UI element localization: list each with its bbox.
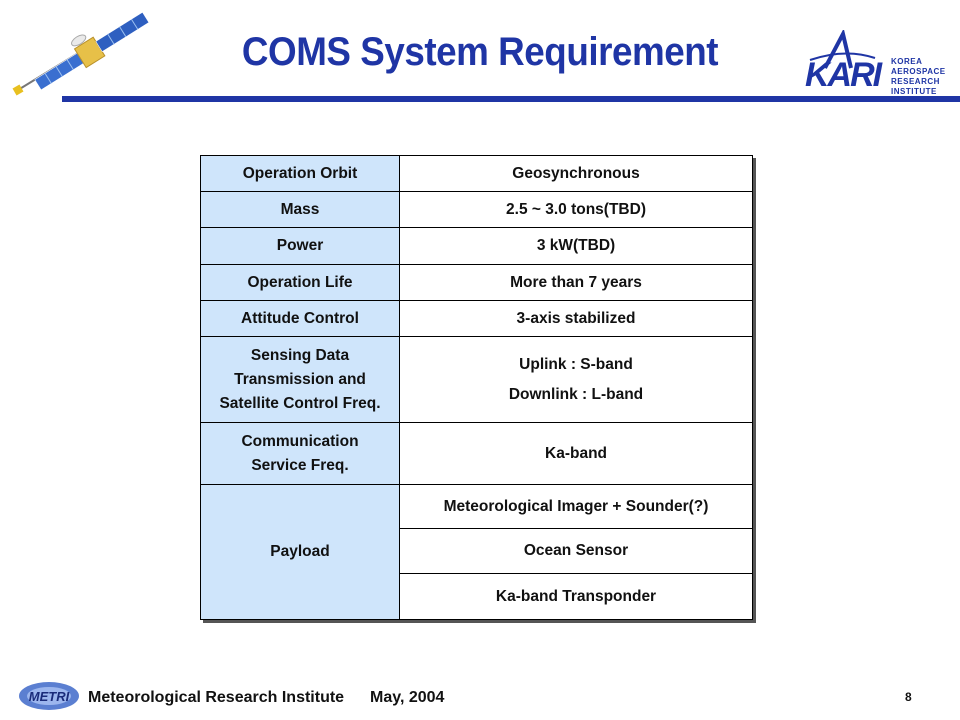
row-label: Sensing Data Transmission and Satellite Control Freq.: [201, 337, 400, 423]
row-label: Power: [201, 228, 400, 265]
table-row: [201, 485, 753, 529]
row-label: Operation Life: [201, 265, 400, 301]
row-value: 2.5 ~ 3.0 tons(TBD): [400, 192, 753, 228]
table-row: [201, 265, 753, 301]
kari-wordmark: KARI: [805, 56, 881, 94]
row-value: More than 7 years: [400, 265, 753, 301]
table-row: [201, 301, 753, 337]
svg-text:METRI: METRI: [28, 689, 70, 704]
kari-logo: [805, 30, 950, 96]
page-number: 8: [905, 690, 912, 704]
slide-title: COMS System Requirement: [241, 30, 719, 74]
payload-item: Meteorological Imager + Sounder(?): [400, 485, 753, 529]
row-value: Ka-band: [400, 423, 753, 485]
row-value: 3 kW(TBD): [400, 228, 753, 265]
payload-label: Payload: [201, 485, 400, 620]
footer-institute: Meteorological Research Institute: [88, 689, 345, 706]
payload-item: Ocean Sensor: [400, 529, 753, 574]
payload-item: Ka-band Transponder: [400, 574, 753, 620]
row-value: Uplink : S-band Downlink : L-band: [400, 337, 753, 423]
table-row: [201, 228, 753, 265]
requirements-table: [200, 155, 753, 620]
table-row: [201, 192, 753, 228]
satellite-illustration: [10, 6, 160, 98]
metri-logo: [18, 676, 80, 716]
row-label: Attitude Control: [201, 301, 400, 337]
table-row: [201, 156, 753, 192]
kari-subtext: KOREA AEROSPACE RESEARCH INSTITUTE: [891, 57, 946, 96]
row-label: Communication Service Freq.: [201, 423, 400, 485]
row-value: Geosynchronous: [400, 156, 753, 192]
row-label: Operation Orbit: [201, 156, 400, 192]
table-row: [201, 337, 753, 423]
table-row: [201, 423, 753, 485]
footer-date: May, 2004: [370, 689, 445, 706]
row-label: Mass: [201, 192, 400, 228]
title-underline: [62, 96, 960, 102]
row-value: 3-axis stabilized: [400, 301, 753, 337]
